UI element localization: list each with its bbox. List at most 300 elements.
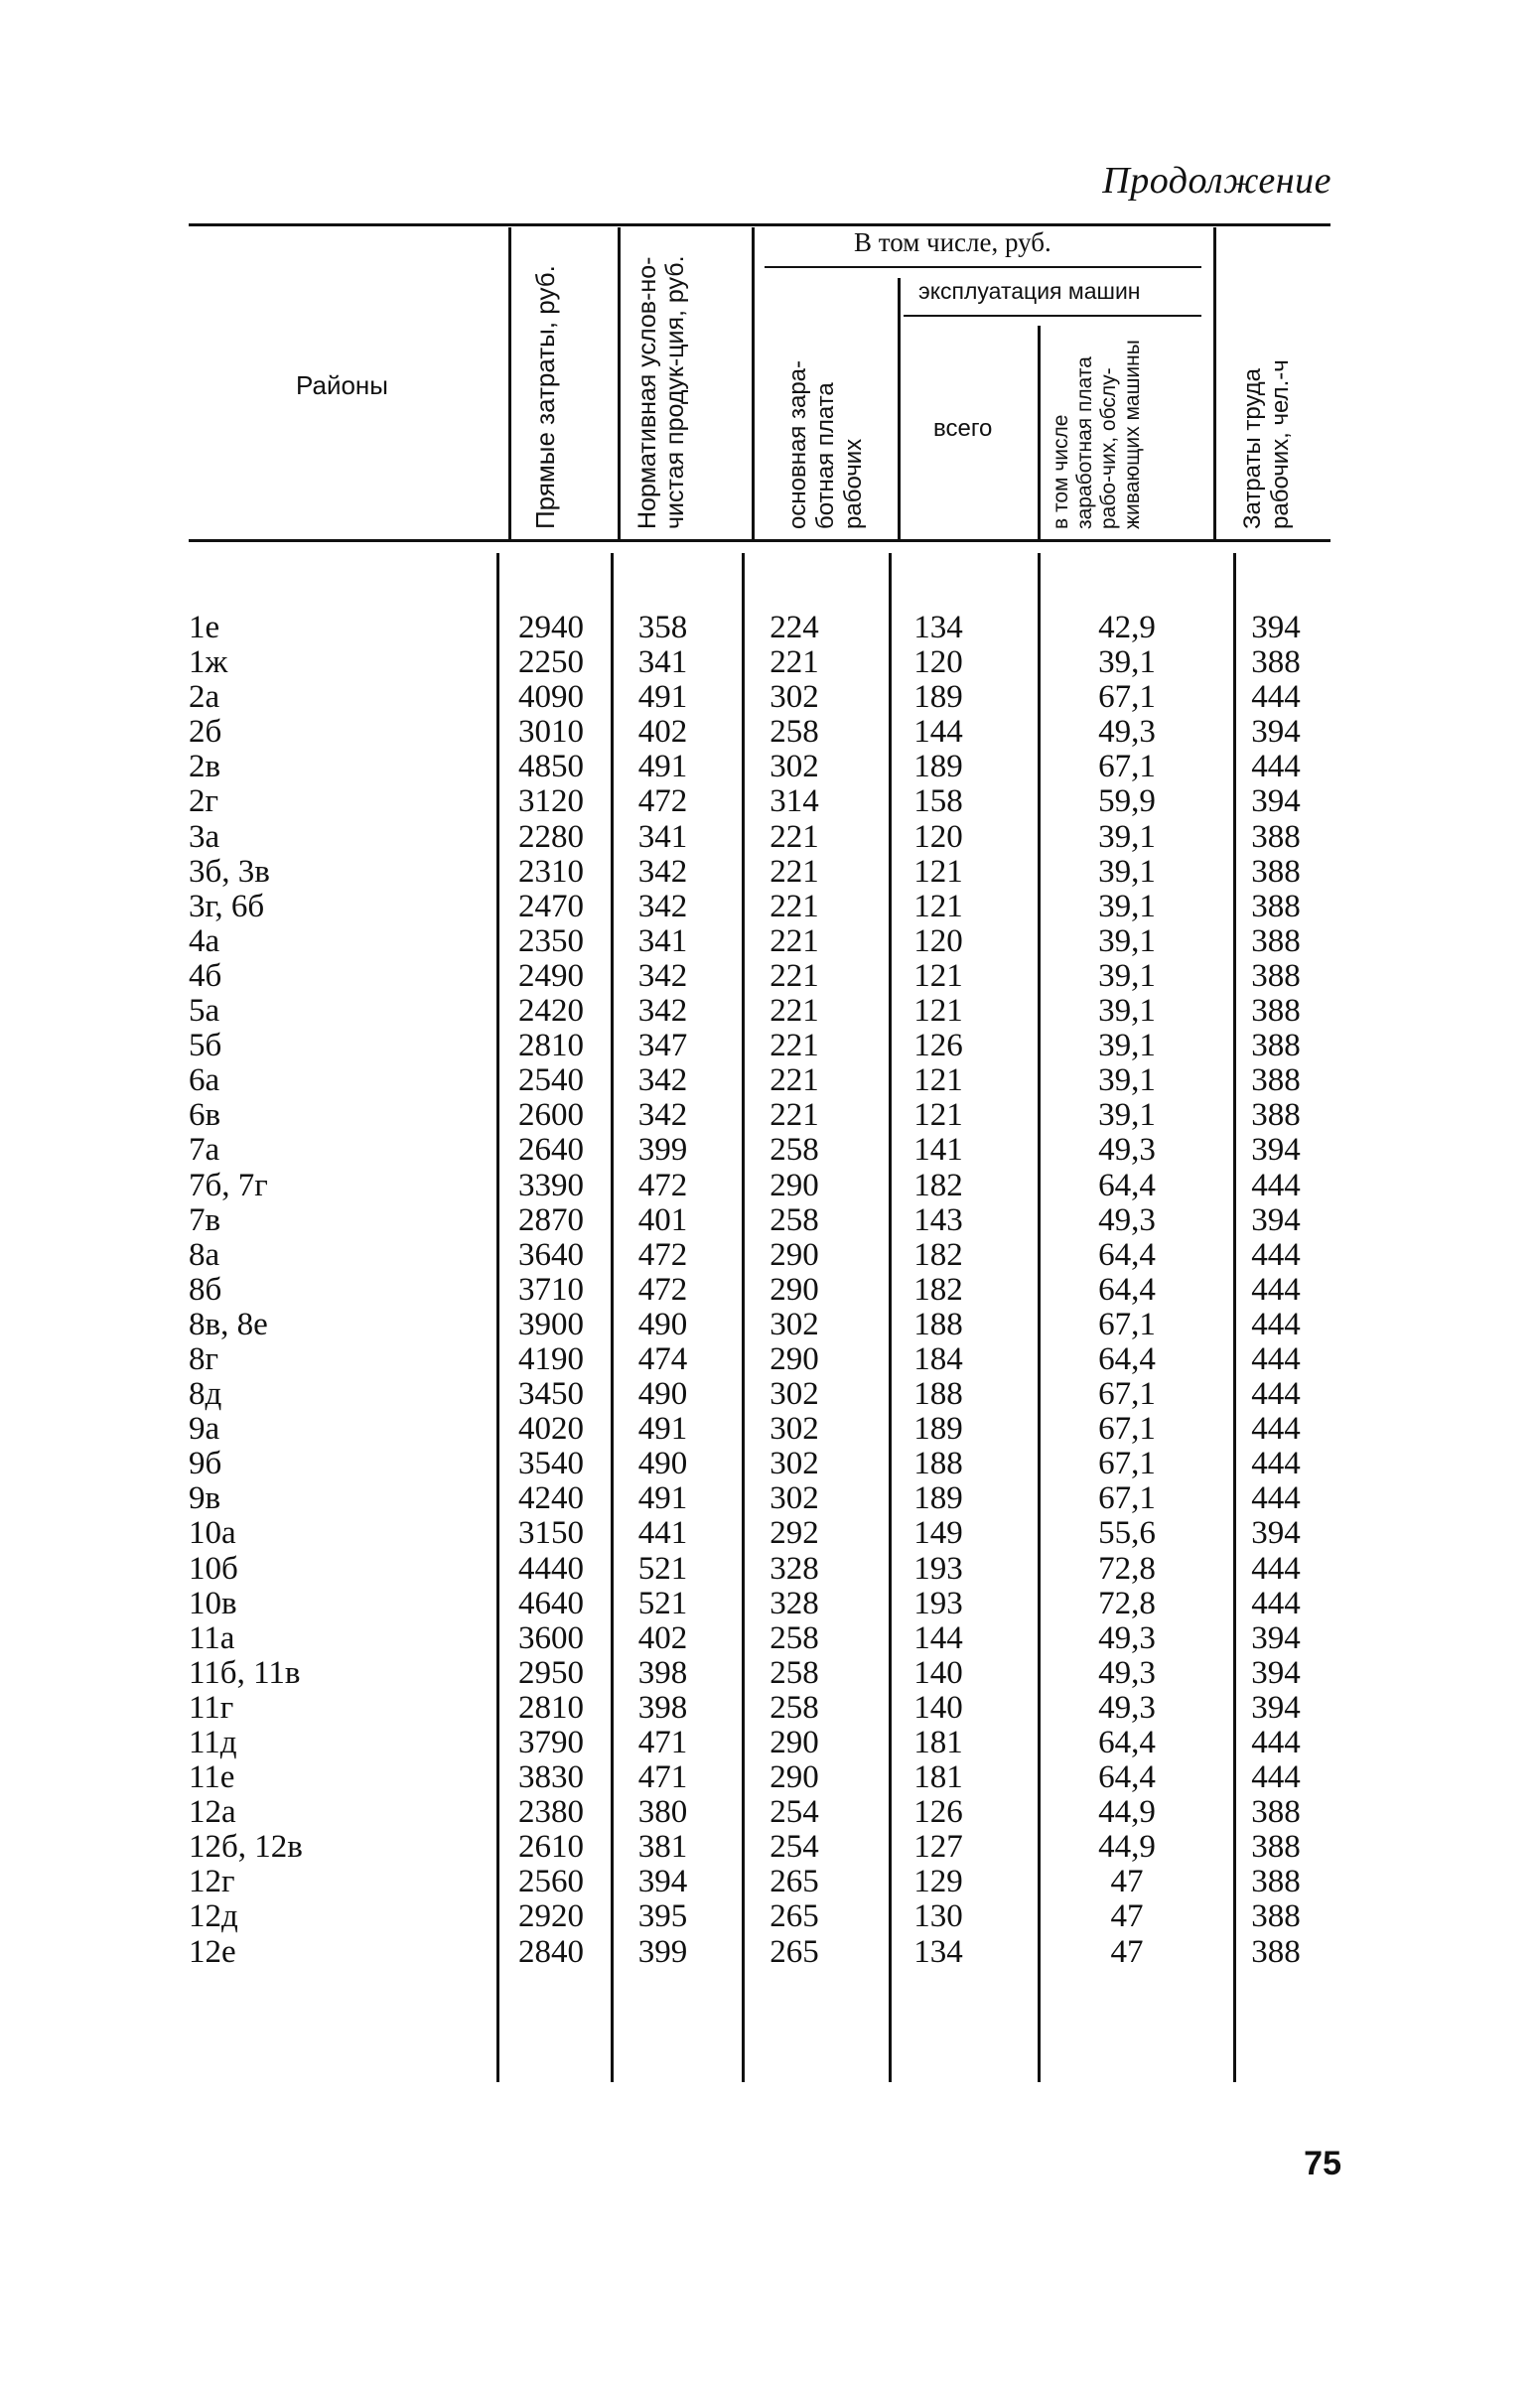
table-row [189,1238,1330,1273]
cell-direct: 2870 [518,1201,584,1238]
cell-direct: 2490 [518,957,584,994]
cell-machines-total: 121 [913,993,963,1030]
cell-district: 2а [189,679,220,716]
table-row [189,1865,1330,1899]
cell-labor: 388 [1251,922,1301,959]
cell-direct: 2840 [518,1933,584,1970]
cell-direct: 3640 [518,1236,584,1273]
cell-machines-total: 140 [913,1689,963,1726]
cell-labor: 388 [1251,853,1301,890]
cell-district: 11б, 11в [189,1654,301,1691]
cell-district: 12а [189,1794,236,1831]
cell-district: 7а [189,1132,220,1169]
table-row [189,645,1330,680]
table-row [189,1691,1330,1726]
cell-wages: 221 [770,818,819,855]
header-basic-wages: основная зара-ботная плата рабочих [784,359,867,529]
cell-machine-wages: 49,3 [1098,1654,1156,1691]
cell-wages: 258 [770,1619,819,1656]
cell-district: 10б [189,1550,238,1587]
cell-wages: 290 [770,1167,819,1203]
cell-wages: 265 [770,1864,819,1900]
cell-normative: 401 [637,1201,688,1238]
cell-machine-wages: 39,1 [1098,957,1156,994]
cell-labor: 444 [1251,1376,1301,1413]
cell-machines-total: 120 [913,818,963,855]
cell-direct: 2310 [518,853,584,890]
cell-normative: 441 [637,1515,688,1552]
cell-normative: 490 [637,1306,688,1342]
cell-wages: 265 [770,1898,819,1935]
cell-machines-total: 189 [913,1411,963,1448]
cell-district: 11д [189,1725,237,1760]
cell-direct: 2810 [518,1689,584,1726]
cell-labor: 388 [1251,993,1301,1030]
table-row [189,1133,1330,1168]
cell-normative: 399 [637,1933,688,1970]
cell-machines-total: 121 [913,1097,963,1134]
table-body [189,611,1330,1970]
cell-labor: 444 [1251,1271,1301,1308]
cell-machine-wages: 39,1 [1098,818,1156,855]
cell-labor: 388 [1251,818,1301,855]
cell-wages: 328 [770,1585,819,1621]
cell-wages: 224 [770,610,819,645]
cell-district: 9б [189,1446,222,1482]
header-bottom-rule [189,539,1330,542]
cell-machines-total: 193 [913,1585,963,1621]
cell-wages: 221 [770,1028,819,1064]
cell-wages: 302 [770,1446,819,1482]
cell-direct: 2610 [518,1829,584,1866]
cell-machines-total: 126 [913,1794,963,1831]
table-row [189,1203,1330,1238]
header-machine-operation: эксплуатация машин [918,278,1141,304]
cell-machines-total: 184 [913,1340,963,1377]
cell-wages: 258 [770,714,819,751]
cell-machines-total: 120 [913,644,963,681]
table-row [189,784,1330,819]
table-row [189,1656,1330,1691]
cell-machine-wages: 39,1 [1098,644,1156,681]
cell-machine-wages: 49,3 [1098,1619,1156,1656]
cell-machines-total: 181 [913,1759,963,1796]
table-row [189,680,1330,715]
cell-direct: 4640 [518,1585,584,1621]
cell-direct: 3900 [518,1306,584,1342]
cell-labor: 444 [1251,1446,1301,1482]
cell-wages: 221 [770,993,819,1030]
cell-normative: 490 [637,1446,688,1482]
cell-direct: 2380 [518,1794,584,1831]
table-row [189,1447,1330,1481]
cell-wages: 302 [770,749,819,785]
continuation-caption: Продолжение [1102,160,1331,202]
cell-wages: 290 [770,1340,819,1377]
table-row [189,1377,1330,1412]
cell-labor: 444 [1251,1236,1301,1273]
cell-wages: 328 [770,1550,819,1587]
cell-direct: 3600 [518,1619,584,1656]
header-vline-6 [1213,227,1216,539]
table-row [189,750,1330,784]
cell-machine-wages: 67,1 [1098,1306,1156,1342]
cell-direct: 2640 [518,1132,584,1169]
cell-district: 3б, 3в [189,853,270,890]
table-row [189,1830,1330,1865]
cell-machine-wages: 64,4 [1098,1725,1156,1760]
cell-district: 10в [189,1585,237,1621]
cell-labor: 444 [1251,1550,1301,1587]
cell-wages: 254 [770,1829,819,1866]
cell-district: 7в [189,1201,221,1238]
cell-direct: 4240 [518,1480,584,1517]
cell-machine-wages: 39,1 [1098,1028,1156,1064]
table-row [189,1169,1330,1203]
cell-machine-wages: 49,3 [1098,1132,1156,1169]
table-row [189,1935,1330,1970]
table-row [189,855,1330,890]
cell-machine-wages: 64,4 [1098,1759,1156,1796]
cell-direct: 3150 [518,1515,584,1552]
table-row [189,1098,1330,1133]
cell-direct: 4850 [518,749,584,785]
page-number: 75 [1304,2145,1341,2182]
cell-direct: 2250 [518,644,584,681]
cell-machines-total: 182 [913,1167,963,1203]
table-row [189,1621,1330,1656]
header-direct-costs: Прямые затраты, руб. [530,265,560,529]
cell-normative: 342 [637,957,688,994]
cell-labor: 444 [1251,1585,1301,1621]
cell-district: 6а [189,1062,220,1099]
cell-machine-wages: 67,1 [1098,679,1156,716]
cell-machine-wages: 67,1 [1098,1411,1156,1448]
table-row [189,1516,1330,1551]
cell-normative: 341 [637,644,688,681]
cell-machines-total: 134 [913,610,963,645]
cell-machine-wages: 67,1 [1098,1376,1156,1413]
header-districts: Районы [296,370,388,400]
cell-normative: 399 [637,1132,688,1169]
cell-machines-total: 127 [913,1829,963,1866]
header-vline-4 [898,278,901,539]
cell-labor: 388 [1251,1097,1301,1134]
cell-district: 12г [189,1864,235,1900]
cell-wages: 302 [770,1411,819,1448]
header-labor-costs: Затраты труда рабочих, чел.-ч [1239,359,1294,529]
cell-machine-wages: 39,1 [1098,993,1156,1030]
cell-labor: 444 [1251,1411,1301,1448]
cell-district: 4а [189,922,220,959]
cell-machine-wages: 49,3 [1098,714,1156,751]
cell-direct: 3790 [518,1725,584,1760]
cell-machines-total: 149 [913,1515,963,1552]
cell-machines-total: 121 [913,957,963,994]
cell-normative: 347 [637,1028,688,1064]
cell-machines-total: 121 [913,1062,963,1099]
cell-machine-wages: 55,6 [1098,1515,1156,1552]
cell-labor: 444 [1251,679,1301,716]
cell-direct: 4190 [518,1340,584,1377]
cell-wages: 302 [770,679,819,716]
cell-direct: 2420 [518,993,584,1030]
cell-direct: 3120 [518,783,584,820]
cell-district: 9а [189,1411,220,1448]
cell-district: 8в, 8е [189,1306,268,1342]
cell-wages: 290 [770,1725,819,1760]
cell-district: 6в [189,1097,221,1134]
cell-district: 8а [189,1236,220,1273]
cell-normative: 402 [637,714,688,751]
cell-district: 12д [189,1898,238,1935]
table-row [189,715,1330,750]
cell-district: 2б [189,714,222,751]
cell-normative: 491 [637,679,688,716]
cell-direct: 2350 [518,922,584,959]
cell-machines-total: 126 [913,1028,963,1064]
cell-normative: 402 [637,1619,688,1656]
cell-district: 3а [189,818,220,855]
cell-labor: 394 [1251,1689,1301,1726]
cell-direct: 4090 [518,679,584,716]
cell-labor: 394 [1251,1619,1301,1656]
cell-normative: 472 [637,1236,688,1273]
cell-machines-total: 143 [913,1201,963,1238]
cell-machine-wages: 39,1 [1098,853,1156,890]
cell-wages: 314 [770,783,819,820]
cell-machine-wages: 49,3 [1098,1201,1156,1238]
table-row [189,1342,1330,1377]
table-row [189,1795,1330,1830]
cell-wages: 221 [770,957,819,994]
cell-labor: 388 [1251,1028,1301,1064]
cell-direct: 3010 [518,714,584,751]
table-row [189,1726,1330,1760]
cell-wages: 302 [770,1306,819,1342]
cell-district: 12е [189,1933,236,1970]
cell-wages: 265 [770,1933,819,1970]
table-row [189,611,1330,645]
cell-wages: 221 [770,922,819,959]
cell-machine-wages: 44,9 [1098,1794,1156,1831]
table-row [189,820,1330,855]
cell-labor: 394 [1251,1654,1301,1691]
cell-normative: 342 [637,853,688,890]
cell-labor: 444 [1251,1480,1301,1517]
cell-direct: 4440 [518,1550,584,1587]
cell-district: 12б, 12в [189,1829,303,1866]
cell-machines-total: 182 [913,1271,963,1308]
cell-machines-total: 189 [913,1480,963,1517]
cell-direct: 2540 [518,1062,584,1099]
subheader-rule-machines [904,315,1201,317]
cell-district: 3г, 6б [189,888,265,924]
cell-normative: 395 [637,1898,688,1935]
cell-direct: 2560 [518,1864,584,1900]
cell-labor: 444 [1251,1167,1301,1203]
table-row [189,1481,1330,1516]
cell-machines-total: 120 [913,922,963,959]
cell-normative: 341 [637,818,688,855]
cell-district: 9в [189,1480,221,1517]
table-row [189,1063,1330,1098]
cell-district: 2в [189,749,221,785]
cell-labor: 394 [1251,610,1301,645]
cell-wages: 290 [770,1236,819,1273]
cell-normative: 491 [637,1480,688,1517]
cell-machine-wages: 67,1 [1098,1480,1156,1517]
cell-labor: 388 [1251,1864,1301,1900]
table-row [189,1029,1330,1063]
cell-normative: 472 [637,1271,688,1308]
cell-labor: 388 [1251,644,1301,681]
table-row [189,1899,1330,1934]
cell-machine-wages: 72,8 [1098,1550,1156,1587]
table-top-rule [189,223,1330,226]
cell-machine-wages: 49,3 [1098,1689,1156,1726]
cell-direct: 3710 [518,1271,584,1308]
cell-normative: 381 [637,1829,688,1866]
cell-machine-wages: 64,4 [1098,1236,1156,1273]
cell-machines-total: 181 [913,1725,963,1760]
cell-labor: 388 [1251,1898,1301,1935]
cell-labor: 444 [1251,1340,1301,1377]
cell-normative: 358 [637,610,688,645]
header-vline-3 [752,227,755,539]
cell-normative: 471 [637,1725,688,1760]
cell-direct: 2600 [518,1097,584,1134]
cell-machines-total: 193 [913,1550,963,1587]
table-row [189,959,1330,994]
cell-machines-total: 129 [913,1864,963,1900]
cell-normative: 474 [637,1340,688,1377]
cell-wages: 292 [770,1515,819,1552]
header-including: В том числе, руб. [854,227,1051,257]
cell-machine-wages: 64,4 [1098,1167,1156,1203]
cell-district: 4б [189,957,222,994]
header-vline-2 [618,227,621,539]
cell-normative: 398 [637,1654,688,1691]
cell-direct: 2920 [518,1898,584,1935]
cell-machines-total: 144 [913,714,963,751]
cell-machines-total: 144 [913,1619,963,1656]
cell-labor: 388 [1251,957,1301,994]
cell-machine-wages: 39,1 [1098,888,1156,924]
cell-labor: 388 [1251,888,1301,924]
cell-machine-wages: 47 [1110,1933,1144,1970]
cell-direct: 2810 [518,1028,584,1064]
cell-district: 1ж [189,644,228,681]
cell-labor: 388 [1251,1933,1301,1970]
cell-wages: 302 [770,1376,819,1413]
cell-wages: 258 [770,1689,819,1726]
header-normative-net-output: Нормативная услов-но-чистая продук-ция, руб. [633,255,689,529]
cell-machine-wages: 59,9 [1098,783,1156,820]
cell-labor: 394 [1251,783,1301,820]
cell-normative: 521 [637,1585,688,1621]
cell-labor: 388 [1251,1794,1301,1831]
cell-normative: 521 [637,1550,688,1587]
cell-wages: 254 [770,1794,819,1831]
cell-normative: 491 [637,1411,688,1448]
cell-machines-total: 141 [913,1132,963,1169]
table-row [189,1552,1330,1587]
cell-machines-total: 189 [913,679,963,716]
cell-wages: 290 [770,1271,819,1308]
cell-wages: 221 [770,644,819,681]
cell-district: 5б [189,1028,222,1064]
cell-district: 8б [189,1271,222,1308]
cell-district: 8г [189,1340,219,1377]
cell-direct: 2940 [518,610,584,645]
header-vline-5 [1038,326,1041,539]
cell-machine-wages: 64,4 [1098,1340,1156,1377]
cell-district: 10а [189,1515,236,1552]
cell-normative: 472 [637,783,688,820]
cell-direct: 2280 [518,818,584,855]
cell-machine-wages: 44,9 [1098,1829,1156,1866]
cell-district: 11г [189,1689,234,1726]
cell-wages: 221 [770,888,819,924]
table-row [189,1308,1330,1342]
cell-wages: 258 [770,1132,819,1169]
cell-labor: 394 [1251,1515,1301,1552]
cell-machine-wages: 39,1 [1098,1097,1156,1134]
cell-machines-total: 121 [913,888,963,924]
cell-machine-wages: 67,1 [1098,749,1156,785]
cell-normative: 342 [637,1097,688,1134]
cell-machines-total: 188 [913,1376,963,1413]
cell-machine-wages: 47 [1110,1898,1144,1935]
cell-machines-total: 130 [913,1898,963,1935]
cell-normative: 342 [637,993,688,1030]
cell-wages: 258 [770,1654,819,1691]
cell-machines-total: 134 [913,1933,963,1970]
cell-direct: 3450 [518,1376,584,1413]
cell-machine-wages: 72,8 [1098,1585,1156,1621]
cell-normative: 380 [637,1794,688,1831]
cell-labor: 444 [1251,1725,1301,1760]
cell-district: 5а [189,993,220,1030]
cell-direct: 3830 [518,1759,584,1796]
cell-machines-total: 140 [913,1654,963,1691]
cell-wages: 221 [770,1097,819,1134]
data-table [189,223,1330,2110]
cell-direct: 2470 [518,888,584,924]
cell-district: 2г [189,783,219,820]
table-row [189,1587,1330,1621]
cell-normative: 490 [637,1376,688,1413]
cell-wages: 302 [770,1480,819,1517]
cell-machine-wages: 39,1 [1098,922,1156,959]
header-machine-wages: в том числе заработная плата рабо-чих, обслу-живающих машины [1050,340,1144,529]
cell-machine-wages: 47 [1110,1864,1144,1900]
cell-machines-total: 182 [913,1236,963,1273]
cell-direct: 3390 [518,1167,584,1203]
table-row [189,890,1330,924]
cell-normative: 394 [637,1864,688,1900]
cell-machine-wages: 42,9 [1098,610,1156,645]
cell-machine-wages: 64,4 [1098,1271,1156,1308]
table-row [189,1760,1330,1795]
cell-wages: 258 [770,1201,819,1238]
cell-labor: 394 [1251,1201,1301,1238]
subheader-rule-including [765,266,1201,268]
cell-wages: 290 [770,1759,819,1796]
cell-normative: 341 [637,922,688,959]
cell-district: 7б, 7г [189,1167,268,1203]
